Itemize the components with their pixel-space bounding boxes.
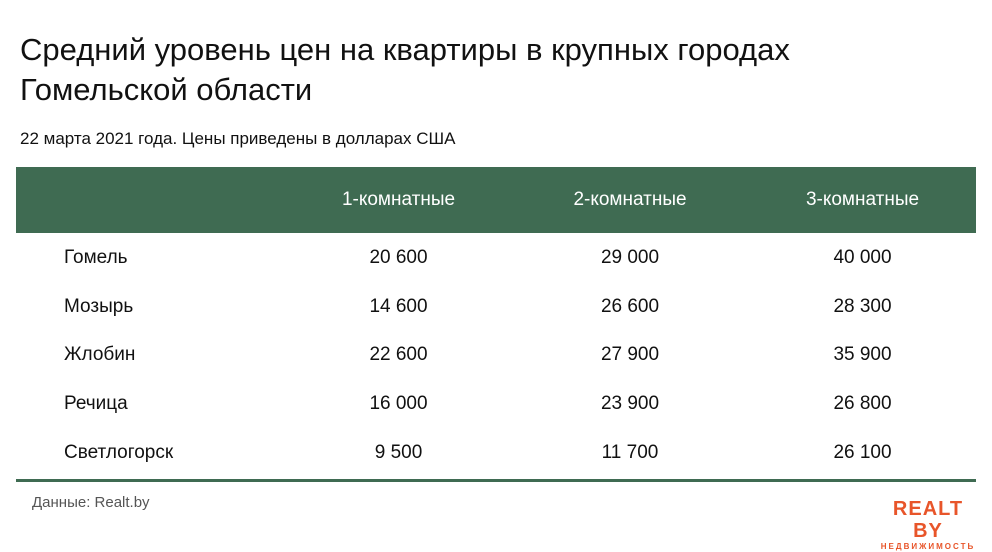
logo-wordmark: REALT BY xyxy=(892,498,964,542)
chart-subtitle: 22 марта 2021 года. Цены приведены в долларах США xyxy=(20,129,456,148)
table-row xyxy=(16,283,976,332)
chart-title: Средний уровень цен на квартиры в крупных городах Гомельской области xyxy=(20,32,790,107)
table-header xyxy=(16,167,976,233)
city-cell: Мозырь xyxy=(64,295,134,317)
price-cell: 28 300 xyxy=(833,295,892,317)
logo-tagline: НЕДВИЖИМОСТЬ xyxy=(880,542,976,551)
table-row xyxy=(16,331,976,380)
header-cell-2room: 2-комнатные xyxy=(573,189,687,210)
city-cell: Жлобин xyxy=(64,344,136,366)
table-body xyxy=(16,233,976,477)
header-cell-3room: 3-комнатные xyxy=(805,189,920,210)
table-bottom-divider xyxy=(16,479,976,482)
price-cell: 26 600 xyxy=(600,295,660,317)
city-cell: Гомель xyxy=(64,247,128,269)
price-cell: 16 000 xyxy=(369,393,428,415)
table-row xyxy=(16,428,976,477)
table-row xyxy=(16,234,976,283)
price-cell: 9 500 xyxy=(374,441,423,463)
header-cell-1room: 1-комнатные xyxy=(341,189,456,210)
price-cell: 11 700 xyxy=(601,441,659,463)
price-table xyxy=(16,167,976,482)
city-cell: Речица xyxy=(64,393,128,415)
price-cell: 40 000 xyxy=(833,247,892,269)
city-cell: Светлогорск xyxy=(64,441,174,463)
realt-by-logo xyxy=(878,498,978,552)
price-cell: 26 800 xyxy=(833,393,892,415)
price-cell: 35 900 xyxy=(833,344,892,366)
price-cell: 26 100 xyxy=(833,441,892,463)
data-source: Данные: Realt.by xyxy=(32,494,150,511)
price-cell: 20 600 xyxy=(369,247,428,269)
price-cell: 29 000 xyxy=(600,247,660,269)
price-cell: 23 900 xyxy=(600,393,660,415)
table-row xyxy=(16,380,976,429)
price-cell: 22 600 xyxy=(369,344,428,366)
price-cell: 14 600 xyxy=(369,295,428,317)
price-cell: 27 900 xyxy=(600,344,660,366)
